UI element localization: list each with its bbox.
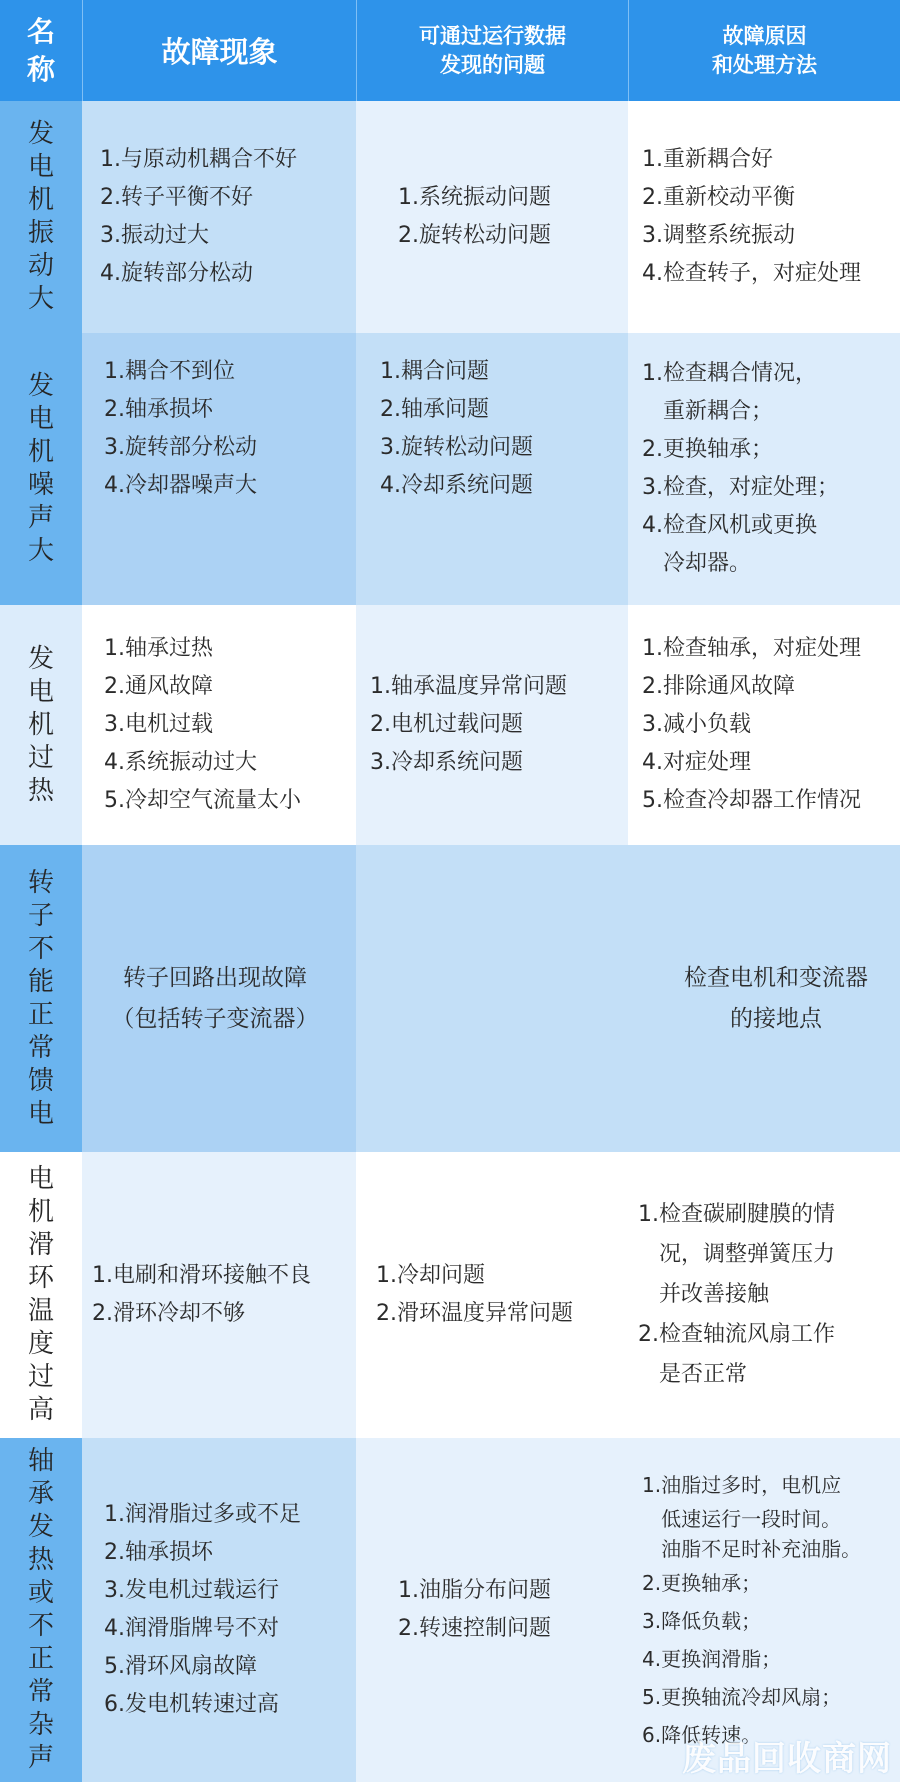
row-name-cell <box>0 333 82 605</box>
data-cell <box>356 333 628 605</box>
list-item: 2.检查轴流风扇工作 <box>638 1322 835 1347</box>
list-item: 2.电机过载问题 <box>370 712 523 737</box>
list-item: 2.旋转松动问题 <box>398 223 551 248</box>
data-cell <box>356 101 628 333</box>
row-name: 发电机噪声大 <box>27 371 54 566</box>
list-item: 2.重新校动平衡 <box>642 185 795 210</box>
list-item: 3.发电机过载运行 <box>104 1578 279 1603</box>
fix-cell <box>628 333 900 605</box>
row-name: 发电机振动大 <box>27 119 54 314</box>
symptom-list <box>100 141 297 293</box>
fix-cell <box>628 605 900 845</box>
list-item: 4.润滑脂牌号不对 <box>104 1616 279 1641</box>
fix-list <box>642 630 861 820</box>
row-name: 转子不能正常馈电 <box>27 867 54 1129</box>
list-item: 2.转速控制问题 <box>398 1616 551 1641</box>
fix-list <box>642 355 839 583</box>
list-item: 4.更换润滑脂； <box>642 1647 782 1671</box>
list-item: 1.轴承温度异常问题 <box>370 674 567 699</box>
list-item: 1.轴承过热 <box>104 636 213 661</box>
header-data: 可通过运行数据 发现的问题 <box>356 0 628 101</box>
list-item: 1.电刷和滑环接触不良 <box>92 1263 311 1288</box>
row-name-cell <box>0 1152 82 1438</box>
fix-cell <box>628 1152 900 1438</box>
symptom-cell <box>82 1438 356 1782</box>
list-item: 6.降低转速。 <box>642 1723 762 1747</box>
data-list <box>370 668 567 782</box>
list-item: 3.旋转松动问题 <box>380 435 533 460</box>
list-item: 5.冷却空气流量太小 <box>104 788 301 813</box>
list-item: 3.降低负载； <box>642 1609 762 1633</box>
list-item: 1.检查轴承，对症处理 <box>642 636 861 661</box>
list-item: 3.调整系统振动 <box>642 223 795 248</box>
list-item: 重新耦合； <box>642 399 773 424</box>
data-list <box>380 353 533 505</box>
symptom-list <box>104 353 257 505</box>
fix-list <box>642 141 861 293</box>
list-item: 4.冷却系统问题 <box>380 473 533 498</box>
row-name-cell <box>0 845 82 1152</box>
list-item: 2.更换轴承； <box>642 1571 762 1595</box>
header-fix: 故障原因 和处理方法 <box>628 0 900 101</box>
data-cell <box>356 845 628 1152</box>
list-item: 5.更换轴流冷却风扇； <box>642 1685 842 1709</box>
list-item: 1.润滑脂过多或不足 <box>104 1502 301 1527</box>
data-cell <box>356 1152 628 1438</box>
row-name-cell <box>0 1438 82 1782</box>
list-item: 3.旋转部分松动 <box>104 435 257 460</box>
list-item: 2.轴承损坏 <box>104 1540 213 1565</box>
symptom-list <box>92 1257 311 1333</box>
list-item: 2.通风故障 <box>104 674 213 699</box>
symptom-cell <box>82 845 356 1152</box>
fix-list <box>638 1195 835 1395</box>
header-symptom: 故障现象 <box>82 0 356 101</box>
list-item: 2.转子平衡不好 <box>100 185 253 210</box>
symptom-cell <box>82 101 356 333</box>
list-item: 1.与原动机耦合不好 <box>100 147 297 172</box>
list-item: 1.检查碳刷腱膜的情 <box>638 1202 835 1227</box>
list-item: 1.检查耦合情况， <box>642 361 817 386</box>
list-item: 1.耦合不到位 <box>104 359 235 384</box>
list-item: 4.旋转部分松动 <box>100 261 253 286</box>
list-item: 4.系统振动过大 <box>104 750 257 775</box>
fix-cell <box>628 845 900 1152</box>
data-cell <box>356 1438 628 1782</box>
list-item: 2.轴承损坏 <box>104 397 213 422</box>
list-item: 3.减小负载 <box>642 712 751 737</box>
list-item: 2.滑环温度异常问题 <box>376 1301 573 1326</box>
symptom-list <box>104 1496 301 1724</box>
symptom-text: 转子回路出现故障 （包括转子变流器） <box>111 964 319 1032</box>
watermark-logo: 废品回收商网 <box>682 1739 892 1779</box>
list-item: 2.排除通风故障 <box>642 674 795 699</box>
list-item: 低速运行一段时间。 <box>642 1507 842 1531</box>
symptom-list <box>104 630 301 820</box>
list-item: 5.检查冷却器工作情况 <box>642 788 861 813</box>
list-item: 6.发电机转速过高 <box>104 1692 279 1717</box>
list-item: 况，调整弹簧压力 <box>638 1242 835 1267</box>
row-name: 发电机过热 <box>27 643 54 806</box>
list-item: 是否正常 <box>638 1362 747 1387</box>
list-item: 5.滑环风扇故障 <box>104 1654 257 1679</box>
row-name-cell <box>0 605 82 845</box>
list-item: 4.冷却器噪声大 <box>104 473 257 498</box>
list-item: 1.冷却问题 <box>376 1263 485 1288</box>
symptom-cell <box>82 1152 356 1438</box>
list-item: 1.耦合问题 <box>380 359 489 384</box>
header-name: 名 称 <box>0 0 82 101</box>
list-item: 3.冷却系统问题 <box>370 750 523 775</box>
fix-list <box>642 1466 861 1754</box>
data-list <box>398 179 551 255</box>
list-item: 2.更换轴承； <box>642 437 773 462</box>
list-item: 3.振动过大 <box>100 223 209 248</box>
list-item: 4.检查风机或更换 <box>642 513 817 538</box>
list-item: 2.轴承问题 <box>380 397 489 422</box>
list-item: 4.对症处理 <box>642 750 751 775</box>
list-item: 2.滑环冷却不够 <box>92 1301 245 1326</box>
list-item: 冷却器。 <box>642 551 751 576</box>
list-item: 3.检查，对症处理； <box>642 475 839 500</box>
data-list <box>376 1257 573 1333</box>
list-item: 1.重新耦合好 <box>642 147 773 172</box>
row-name: 轴承发热或不正常杂声 <box>27 1446 54 1773</box>
row-name: 电机滑环温度过高 <box>27 1164 54 1425</box>
row-name-cell <box>0 101 82 333</box>
list-item: 并改善接触 <box>638 1282 769 1307</box>
fix-cell <box>628 101 900 333</box>
list-item: 3.电机过载 <box>104 712 213 737</box>
fix-text: 检查电机和变流器 的接地点 <box>684 964 868 1032</box>
list-item: 油脂不足时补充油脂。 <box>642 1537 862 1561</box>
symptom-cell <box>82 333 356 605</box>
data-cell <box>356 605 628 845</box>
data-list <box>398 1572 551 1648</box>
symptom-cell <box>82 605 356 845</box>
list-item: 1.油脂过多时，电机应 <box>642 1473 842 1497</box>
list-item: 1.系统振动问题 <box>398 185 551 210</box>
list-item: 4.检查转子，对症处理 <box>642 261 861 286</box>
list-item: 1.油脂分布问题 <box>398 1578 551 1603</box>
